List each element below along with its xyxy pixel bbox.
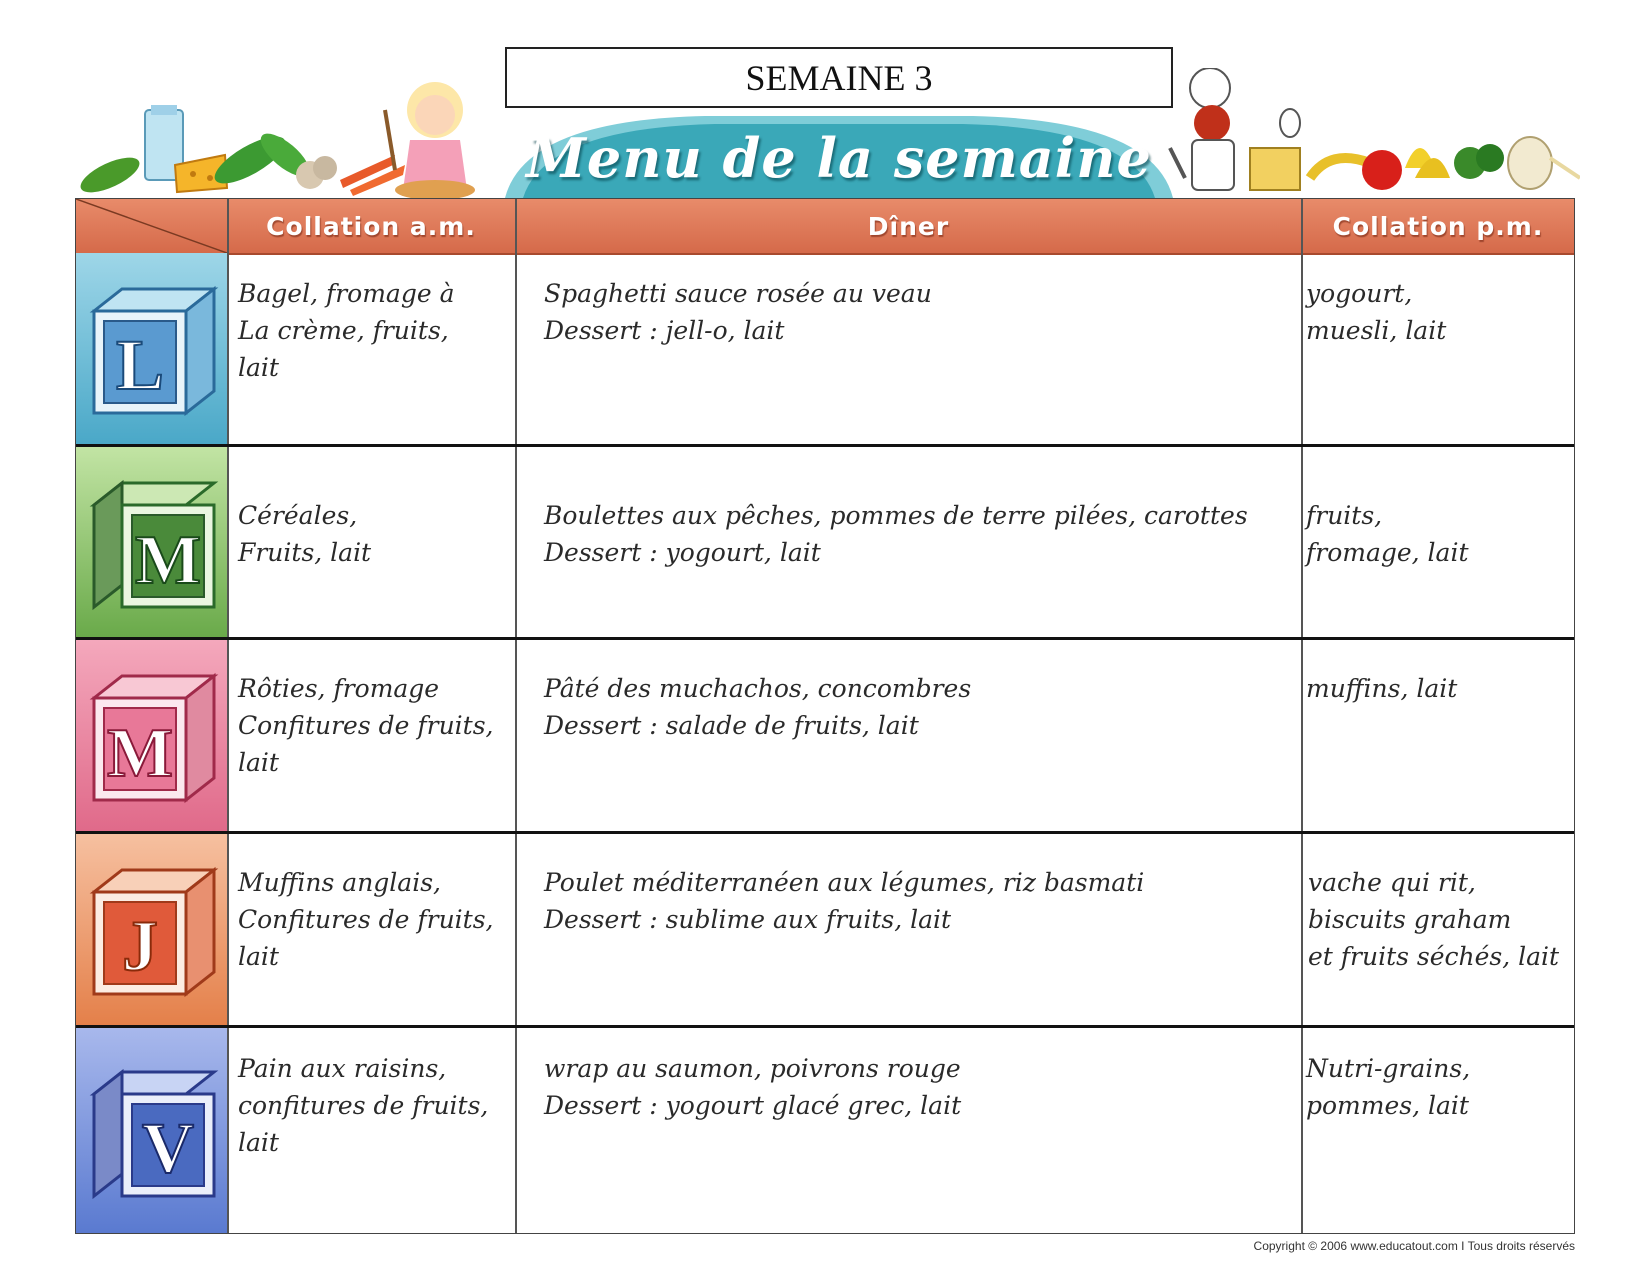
pm-snack-text: fruits, fromage, lait xyxy=(1306,501,1469,567)
pm-snack-text: yogourt, muesli, lait xyxy=(1306,279,1447,345)
day-row-lundi xyxy=(76,253,1574,447)
diner-text: Spaghetti sauce rosée au veau Dessert : jell-o, lait xyxy=(544,279,932,345)
diner-text: Boulettes aux pêches, pommes de terre pilées, carottes Dessert : yogourt, lait xyxy=(544,501,1248,567)
am-snack-text: Muffins anglais, Confitures de fruits, lait xyxy=(238,868,494,971)
column-header-diner: Dîner xyxy=(867,211,950,241)
letter-block-icon xyxy=(82,475,220,613)
menu-table xyxy=(75,198,1575,1234)
column-header-pm: Collation p.m. xyxy=(1332,211,1544,241)
svg-text:L: L xyxy=(115,325,165,405)
pm-snack-text: muffins, lait xyxy=(1306,674,1458,703)
svg-text:J: J xyxy=(122,906,158,986)
diner-text: wrap au saumon, poivrons rouge Dessert : yogourt glacé grec, lait xyxy=(544,1054,962,1120)
day-row-mercredi xyxy=(76,640,1574,834)
diner-text: Poulet méditerranéen aux légumes, riz basmati Dessert : sublime aux fruits, lait xyxy=(544,868,1145,934)
day-cell xyxy=(76,447,227,637)
am-snack-text: Céréales, Fruits, lait xyxy=(238,501,372,567)
letter-block-icon xyxy=(82,862,220,1000)
am-snack-text: Pain aux raisins, confitures de fruits, lait xyxy=(238,1054,489,1157)
day-cell xyxy=(76,640,227,831)
pm-snack-text: Nutri-grains, pommes, lait xyxy=(1306,1054,1471,1120)
day-cell xyxy=(76,834,227,1025)
letter-block-icon xyxy=(82,1064,220,1202)
svg-text:M: M xyxy=(106,715,174,792)
pm-snack-text: vache qui rit, biscuits graham et fruits séchés, lait xyxy=(1308,868,1560,971)
food-illustration-right xyxy=(1150,68,1580,200)
am-snack-text: Rôties, fromage Confitures de fruits, lait xyxy=(238,674,494,777)
day-cell xyxy=(76,253,227,444)
week-label: SEMAINE 3 xyxy=(505,47,1173,108)
svg-text:M: M xyxy=(134,522,202,599)
diner-text: Pâté des muchachos, concombres Dessert : salade de fruits, lait xyxy=(544,674,972,740)
food-illustration-left xyxy=(75,70,505,200)
letter-block-icon xyxy=(82,668,220,806)
table-header xyxy=(76,199,1574,255)
corner-diagonal xyxy=(76,199,227,253)
day-cell xyxy=(76,1028,227,1233)
column-header-am: Collation a.m. xyxy=(266,211,476,241)
letter-block-icon xyxy=(82,281,220,419)
am-snack-text: Bagel, fromage à La crème, fruits, lait xyxy=(238,279,455,382)
menu-title: Menu de la semaine xyxy=(526,126,1152,190)
day-row-mardi xyxy=(76,447,1574,640)
copyright-notice: Copyright © 2006 www.educatout.com I Tous droits réservés xyxy=(1253,1239,1575,1253)
day-row-jeudi xyxy=(76,834,1574,1028)
svg-text:V: V xyxy=(142,1108,194,1188)
day-row-vendredi xyxy=(76,1028,1574,1233)
